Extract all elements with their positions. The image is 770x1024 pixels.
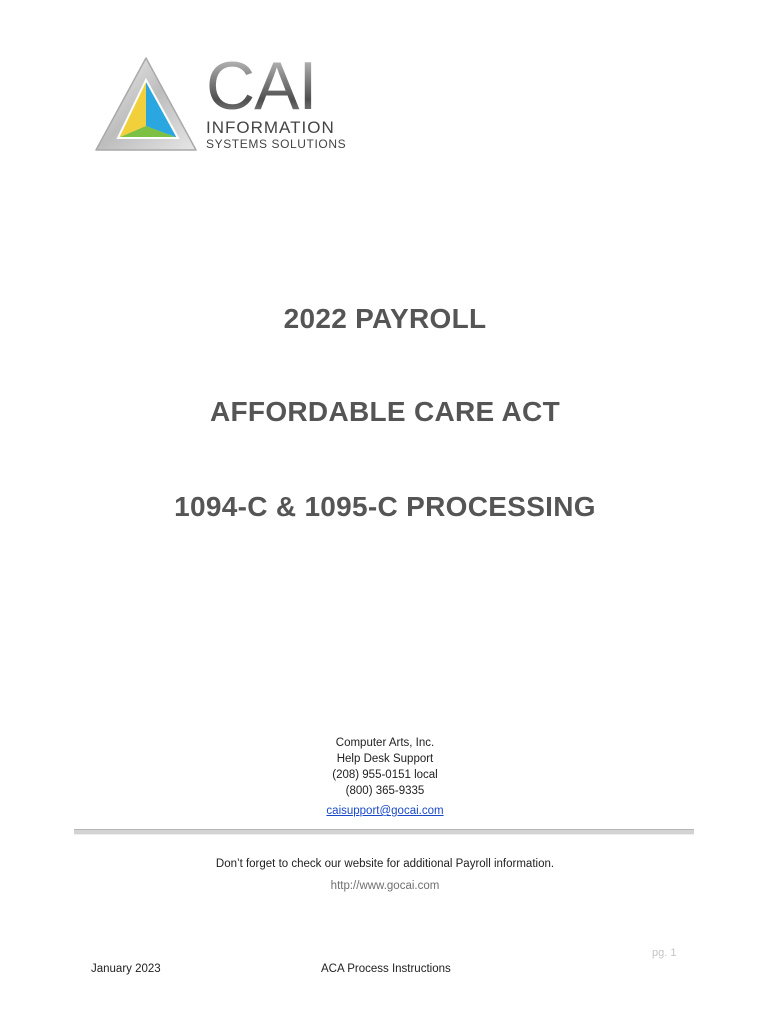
logo-wordmark	[206, 48, 356, 154]
horizontal-divider	[74, 829, 694, 835]
phone-local: (208) 955-0151 local	[332, 769, 438, 781]
phone-toll-free: (800) 365-9335	[345, 785, 425, 797]
department-name: Help Desk Support	[336, 753, 434, 765]
logo-line-information: INFORMATION	[206, 118, 335, 137]
email-line	[0, 805, 770, 817]
website-note: Don’t forget to check our website for additional Payroll information.	[215, 858, 555, 870]
triangle-logo-icon	[94, 56, 198, 154]
footer-title: ACA Process Instructions	[321, 963, 451, 975]
logo-line-systems: SYSTEMS SOLUTIONS	[206, 137, 347, 151]
company-logo	[94, 48, 356, 154]
contact-block	[0, 735, 770, 799]
website-url: http://www.gocai.com	[330, 880, 440, 892]
title-aca: AFFORDABLE CARE ACT	[210, 396, 560, 427]
logo-cai-text: CAI	[206, 48, 317, 124]
company-name: Computer Arts, Inc.	[335, 737, 435, 749]
title-payroll: 2022 PAYROLL	[283, 303, 487, 334]
support-email-link[interactable]: caisupport@gocai.com	[326, 805, 444, 817]
title-processing: 1094-C & 1095-C PROCESSING	[174, 491, 596, 522]
footer-date: January 2023	[91, 963, 161, 975]
page-number: pg. 1	[652, 947, 677, 959]
